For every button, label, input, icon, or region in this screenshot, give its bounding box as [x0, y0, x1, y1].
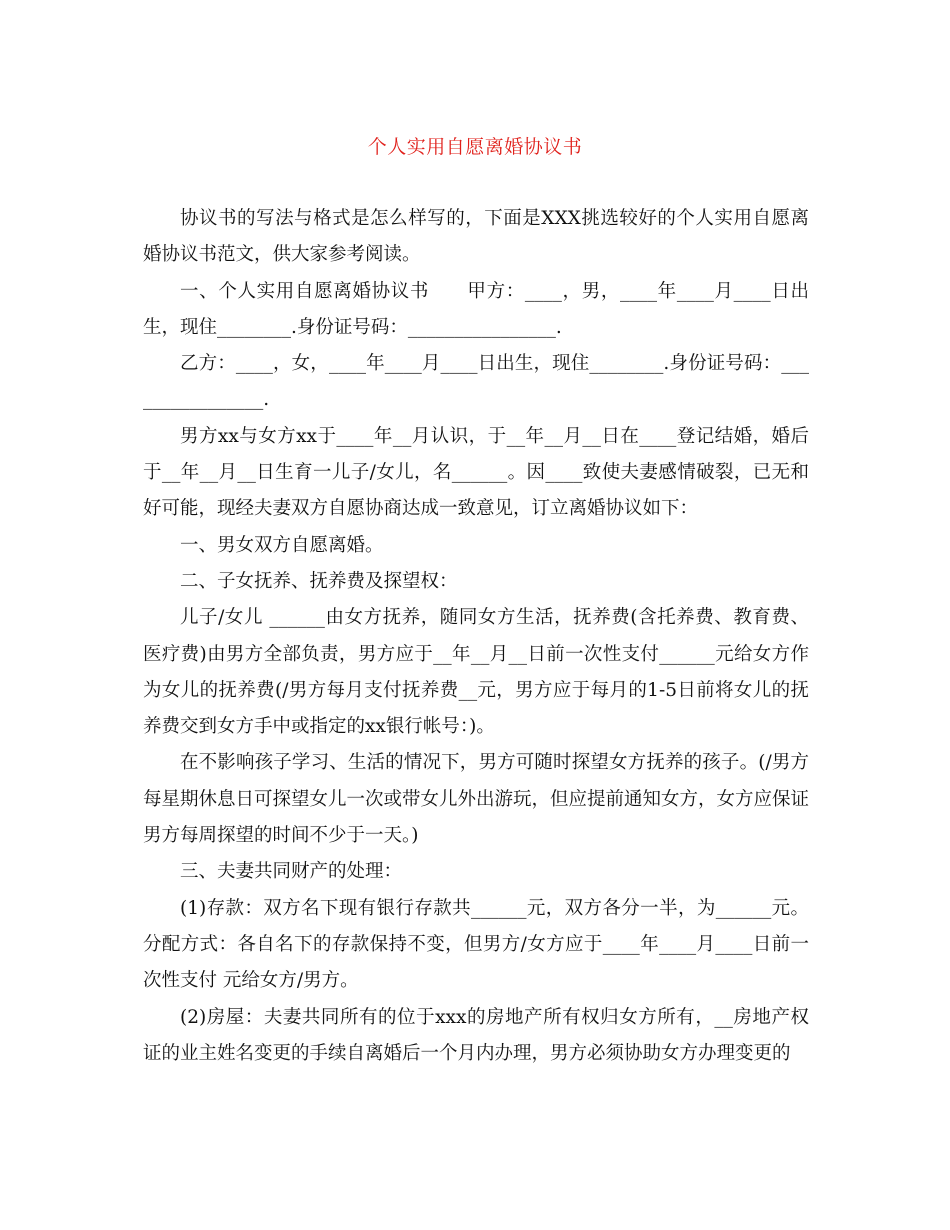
paragraph-house: (2)房屋：夫妻共同所有的位于xxx的房地产所有权归女方所有，__房地产权证的业主姓名变更的手续自离婚后一个月内办理，男方必须协助女方办理变更的 — [143, 1006, 809, 1064]
paragraph-intro: 协议书的写法与格式是怎么样写的，下面是XXX挑选较好的个人实用自愿离婚协议书范文，供大家参考阅读。 — [143, 208, 809, 266]
paragraph-clause-3-heading: 三、夫妻共同财产的处理： — [180, 861, 403, 883]
paragraph-child-support: 儿子/女儿 ______由女方抚养，随同女方生活，抚养费(含托养费、教育费、医疗费)由男方全部负责，男方应于__年__月__日前一次性支付______元给女方作为女儿的抚养费(/男方每月支付抚养费__元，男方应于每月的1-5日前将女儿的抚养费交到女方手中或指定的xx银行帐号：)。 — [143, 607, 809, 738]
paragraph-clause-1: 一、男女双方自愿离婚。 — [180, 534, 384, 556]
paragraph-visitation: 在不影响孩子学习、生活的情况下，男方可随时探望女方抚养的孩子。(/男方每星期休息日可探望女儿一次或带女儿外出游玩，但应提前通知女方，女方应保证男方每周探望的时间不少于一天。) — [143, 752, 810, 847]
paragraph-party-a: 一、个人实用自愿离婚协议书 甲方：____，男，____年____月____日出生，现住________.身份证号码：________________. — [143, 280, 809, 338]
paragraph-party-b: 乙方：____，女，____年____月____日出生，现住________.身份证号码：________________. — [143, 353, 809, 411]
paragraph-clause-2-heading: 二、子女抚养、抚养费及探望权： — [180, 570, 458, 592]
paragraph-savings: (1)存款：双方名下现有银行存款共______元，双方各分一半，为______元。分配方式：各自名下的存款保持不变，但男方/女方应于____年____月____日前一次性支付 元给女方/男方。 — [143, 897, 809, 992]
document-title: 个人实用自愿离婚协议书 — [367, 136, 583, 158]
document-body — [143, 201, 809, 1072]
paragraph-background: 男方xx与女方xx于____年__月认识，于__年__月__日在____登记结婚，婚后于__年__月__日生育一儿子/女儿，名______。因____致使夫妻感情破裂，已无和好可能，现经夫妻双方自愿协商达成一致意见，订立离婚协议如下： — [143, 425, 809, 520]
